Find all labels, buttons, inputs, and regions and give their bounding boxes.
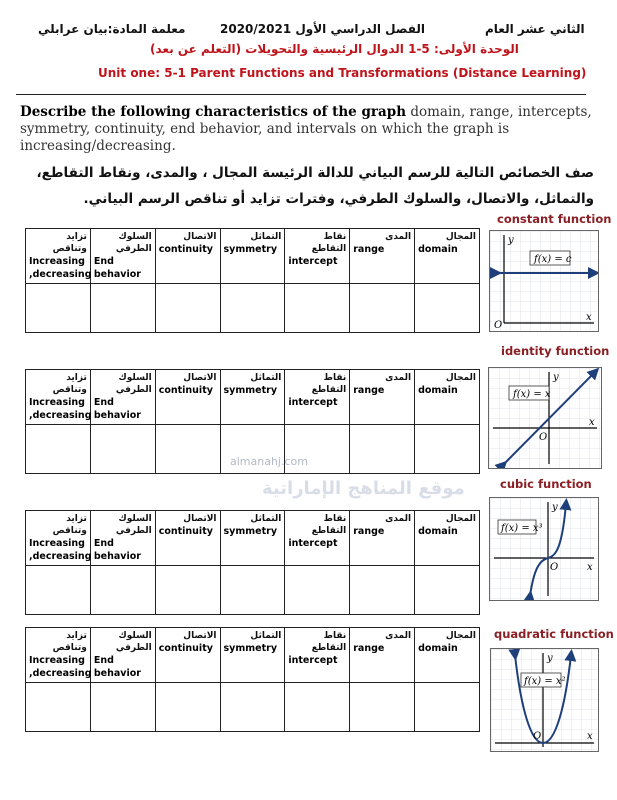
graph-constant [489, 230, 599, 332]
header-cell-symmetry: التماثل symmetry [220, 628, 285, 683]
answer-cell[interactable] [155, 284, 220, 333]
header-cell-intercept: نقاط التقاطع intercept [285, 370, 350, 425]
instructions-english [20, 104, 600, 155]
x-axis-label: x [587, 562, 593, 573]
y-axis-label: y [508, 235, 514, 246]
header-cell-continuity: الاتصال continuity [155, 628, 220, 683]
formula-label: f(x) = x [513, 389, 551, 400]
watermark-text: موقع المناهج الإماراتية [262, 478, 465, 499]
header-cell-increasing: تزايد وتناقص Increasing ,decreasing [26, 628, 91, 683]
graph-identity [488, 367, 602, 469]
header-cell-end-behavior: السلوك الطرفي End behavior [90, 511, 155, 566]
header-cell-increasing: تزايد وتناقص Increasing ,decreasing [26, 370, 91, 425]
answer-cell[interactable] [285, 566, 350, 615]
teacher-name: معلمة المادة:بيان عرابلي [38, 22, 186, 36]
header-cell-domain: المجال domain [415, 229, 480, 284]
watermark-url: almanahj.com [230, 455, 308, 468]
answer-cell[interactable] [220, 566, 285, 615]
answer-cell[interactable] [220, 284, 285, 333]
answer-cell[interactable] [350, 284, 415, 333]
table-answer-row [26, 566, 480, 615]
graph-quadratic [490, 648, 599, 752]
header-cell-range: المدى range [350, 628, 415, 683]
header-cell-increasing: تزايد وتناقص Increasing ,decreasing [26, 511, 91, 566]
table-header-row [26, 229, 480, 284]
origin-label: O [494, 320, 503, 331]
answer-cell[interactable] [155, 425, 220, 474]
answer-cell[interactable] [415, 284, 480, 333]
graph-cubic [489, 497, 599, 601]
origin-label: O [550, 562, 559, 573]
grade-label: الثاني عشر العام [485, 22, 585, 36]
answer-cell[interactable] [155, 683, 220, 732]
header-cell-symmetry: التماثل symmetry [220, 370, 285, 425]
header-cell-domain: المجال domain [415, 370, 480, 425]
y-axis-label: y [547, 653, 553, 664]
header-cell-intercept: نقاط التقاطع intercept [285, 229, 350, 284]
answer-cell[interactable] [90, 683, 155, 732]
characteristics-table-quadratic [25, 627, 480, 732]
header-divider [16, 94, 586, 95]
answer-cell[interactable] [415, 566, 480, 615]
answer-cell[interactable] [415, 425, 480, 474]
header-cell-range: المدى range [350, 511, 415, 566]
answer-cell[interactable] [155, 566, 220, 615]
origin-label: O [533, 731, 542, 742]
function-label-identity: identity function [501, 344, 610, 358]
x-axis-label: x [587, 731, 593, 742]
function-label-quadratic: quadratic function [494, 627, 614, 641]
table-header-row [26, 511, 480, 566]
instructions-english-lead: Describe the following characteristics of the graph [20, 104, 407, 120]
answer-cell[interactable] [285, 683, 350, 732]
header-cell-range: المدى range [350, 370, 415, 425]
answer-cell[interactable] [350, 425, 415, 474]
characteristics-table-constant [25, 228, 480, 333]
answer-cell[interactable] [285, 284, 350, 333]
answer-cell[interactable] [220, 683, 285, 732]
answer-cell[interactable] [415, 683, 480, 732]
header-cell-continuity: الاتصال continuity [155, 229, 220, 284]
answer-cell[interactable] [90, 566, 155, 615]
formula-label: f(x) = c [534, 254, 572, 265]
header-cell-increasing: تزايد وتناقص Increasing ,decreasing [26, 229, 91, 284]
header-cell-range: المدى range [350, 229, 415, 284]
answer-cell[interactable] [90, 425, 155, 474]
instructions-arabic: صف الخصائص التالية للرسم البياني للدالة الرئيسة المجال ، والمدى، ونقاط التقاطع، والتماثل، والاتصال، والسلوك الطرفي، وفترات تزايد أو تناقص الرسم البياني. [36, 165, 594, 207]
table-answer-row [26, 284, 480, 333]
header-cell-intercept: نقاط التقاطع intercept [285, 511, 350, 566]
header-cell-symmetry: التماثل symmetry [220, 511, 285, 566]
answer-cell[interactable] [26, 683, 91, 732]
formula-label: f(x) = x³ [501, 523, 543, 534]
table-answer-row [26, 683, 480, 732]
answer-cell[interactable] [26, 284, 91, 333]
answer-cell[interactable] [26, 566, 91, 615]
function-label-constant: constant function [497, 212, 612, 226]
answer-cell[interactable] [350, 566, 415, 615]
unit-title-english: Unit one: 5-1 Parent Functions and Transformations (Distance Learning) [98, 66, 587, 80]
y-axis-label: y [552, 502, 558, 513]
instructions-english-rest: domain, range, intercepts, symmetry, continuity, end behavior, and intervals on which the graph is increasing/decreasing. [20, 104, 592, 154]
table-header-row [26, 628, 480, 683]
header-cell-end-behavior: السلوك الطرفي End behavior [90, 229, 155, 284]
origin-label: O [539, 432, 548, 443]
header-cell-end-behavior: السلوك الطرفي End behavior [90, 628, 155, 683]
formula-label: f(x) = x² [524, 676, 566, 687]
header-cell-domain: المجال domain [415, 628, 480, 683]
y-axis-label: y [553, 372, 559, 383]
answer-cell[interactable] [90, 284, 155, 333]
header-cell-continuity: الاتصال continuity [155, 370, 220, 425]
table-header-row [26, 370, 480, 425]
header-cell-symmetry: التماثل symmetry [220, 229, 285, 284]
header-cell-end-behavior: السلوك الطرفي End behavior [90, 370, 155, 425]
header-cell-continuity: الاتصال continuity [155, 511, 220, 566]
x-axis-label: x [586, 312, 592, 323]
characteristics-table-cubic [25, 510, 480, 615]
answer-cell[interactable] [350, 683, 415, 732]
semester-label: الفصل الدراسي الأول 2020/2021 [220, 22, 425, 36]
header-cell-intercept: نقاط التقاطع intercept [285, 628, 350, 683]
unit-title-arabic: الوحدة الأولى: 5-1 الدوال الرئيسية والتحويلات (التعلم عن بعد) [150, 42, 519, 56]
answer-cell[interactable] [26, 425, 91, 474]
header-cell-domain: المجال domain [415, 511, 480, 566]
function-label-cubic: cubic function [500, 477, 592, 491]
x-axis-label: x [589, 417, 595, 428]
